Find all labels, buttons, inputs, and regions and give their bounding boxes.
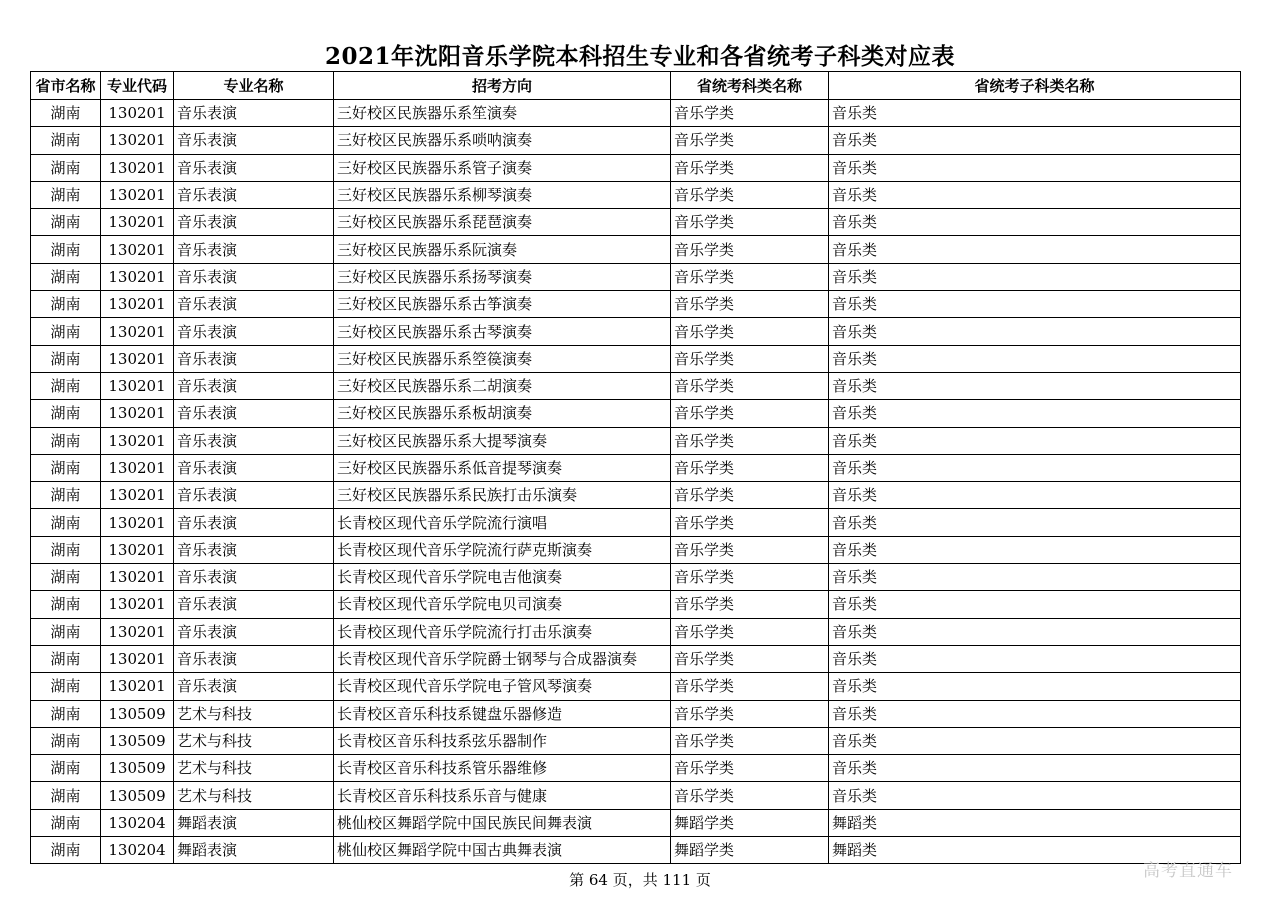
cell-major: 音乐表演 (174, 400, 334, 427)
table-row (31, 673, 1241, 700)
cell-major: 音乐表演 (174, 236, 334, 263)
cell-direction: 长青校区音乐科技系管乐器维修 (334, 755, 671, 782)
cell-category: 音乐学类 (671, 236, 829, 263)
cell-province: 湖南 (31, 564, 101, 591)
document-title: 2021年沈阳音乐学院本科招生专业和各省统考子科类对应表 (324, 43, 955, 70)
cell-major: 音乐表演 (174, 454, 334, 481)
cell-category: 音乐学类 (671, 400, 829, 427)
table-row (31, 591, 1241, 618)
cell-major: 音乐表演 (174, 291, 334, 318)
cell-code: 130201 (101, 618, 174, 645)
cell-category: 音乐学类 (671, 181, 829, 208)
cell-category: 舞蹈学类 (671, 837, 829, 864)
header-category: 省统考科类名称 (671, 72, 829, 100)
cell-direction: 三好校区民族器乐系民族打击乐演奏 (334, 482, 671, 509)
cell-code: 130201 (101, 345, 174, 372)
cell-category: 音乐学类 (671, 536, 829, 563)
cell-code: 130509 (101, 700, 174, 727)
table-row (31, 318, 1241, 345)
cell-direction: 三好校区民族器乐系管子演奏 (334, 154, 671, 181)
header-code: 专业代码 (101, 72, 174, 100)
cell-subcategory: 音乐类 (829, 482, 1241, 509)
table-row (31, 372, 1241, 399)
cell-direction: 三好校区民族器乐系琵琶演奏 (334, 209, 671, 236)
cell-province: 湖南 (31, 236, 101, 263)
cell-direction: 长青校区音乐科技系键盘乐器修造 (334, 700, 671, 727)
cell-subcategory: 音乐类 (829, 181, 1241, 208)
watermark: 高考直通车 (1143, 861, 1233, 881)
cell-province: 湖南 (31, 482, 101, 509)
table-row (31, 263, 1241, 290)
cell-major: 音乐表演 (174, 345, 334, 372)
cell-major: 艺术与科技 (174, 700, 334, 727)
cell-direction: 三好校区民族器乐系阮演奏 (334, 236, 671, 263)
cell-code: 130201 (101, 291, 174, 318)
cell-province: 湖南 (31, 181, 101, 208)
cell-subcategory: 音乐类 (829, 700, 1241, 727)
cell-category: 音乐学类 (671, 318, 829, 345)
cell-code: 130201 (101, 564, 174, 591)
cell-major: 舞蹈表演 (174, 837, 334, 864)
cell-direction: 三好校区民族器乐系二胡演奏 (334, 372, 671, 399)
cell-major: 音乐表演 (174, 100, 334, 127)
cell-major: 音乐表演 (174, 536, 334, 563)
table-row (31, 181, 1241, 208)
cell-direction: 三好校区民族器乐系低音提琴演奏 (334, 454, 671, 481)
cell-major: 音乐表演 (174, 673, 334, 700)
cell-province: 湖南 (31, 536, 101, 563)
cell-subcategory: 音乐类 (829, 209, 1241, 236)
cell-category: 音乐学类 (671, 100, 829, 127)
header-province: 省市名称 (31, 72, 101, 100)
cell-category: 音乐学类 (671, 291, 829, 318)
cell-province: 湖南 (31, 263, 101, 290)
table-row (31, 809, 1241, 836)
cell-major: 音乐表演 (174, 427, 334, 454)
cell-category: 音乐学类 (671, 372, 829, 399)
cell-subcategory: 音乐类 (829, 100, 1241, 127)
cell-direction: 三好校区民族器乐系笙演奏 (334, 100, 671, 127)
cell-major: 音乐表演 (174, 181, 334, 208)
cell-direction: 三好校区民族器乐系古筝演奏 (334, 291, 671, 318)
cell-province: 湖南 (31, 372, 101, 399)
cell-subcategory: 舞蹈类 (829, 837, 1241, 864)
cell-code: 130201 (101, 536, 174, 563)
table-row (31, 345, 1241, 372)
cell-major: 音乐表演 (174, 263, 334, 290)
cell-category: 音乐学类 (671, 427, 829, 454)
cell-code: 130201 (101, 181, 174, 208)
cell-province: 湖南 (31, 700, 101, 727)
table-row (31, 427, 1241, 454)
cell-province: 湖南 (31, 209, 101, 236)
cell-province: 湖南 (31, 618, 101, 645)
cell-code: 130204 (101, 837, 174, 864)
cell-subcategory: 音乐类 (829, 427, 1241, 454)
table-row (31, 454, 1241, 481)
cell-direction: 长青校区现代音乐学院电子管风琴演奏 (334, 673, 671, 700)
table-row (31, 154, 1241, 181)
cell-direction: 桃仙校区舞蹈学院中国民族民间舞表演 (334, 809, 671, 836)
cell-subcategory: 音乐类 (829, 263, 1241, 290)
cell-category: 音乐学类 (671, 700, 829, 727)
cell-subcategory: 音乐类 (829, 400, 1241, 427)
cell-major: 音乐表演 (174, 509, 334, 536)
cell-major: 艺术与科技 (174, 755, 334, 782)
cell-subcategory: 音乐类 (829, 645, 1241, 672)
cell-subcategory: 音乐类 (829, 755, 1241, 782)
cell-direction: 长青校区现代音乐学院电贝司演奏 (334, 591, 671, 618)
cell-direction: 三好校区民族器乐系唢呐演奏 (334, 127, 671, 154)
cell-province: 湖南 (31, 782, 101, 809)
cell-province: 湖南 (31, 427, 101, 454)
cell-major: 音乐表演 (174, 618, 334, 645)
table-row (31, 645, 1241, 672)
cell-subcategory: 音乐类 (829, 318, 1241, 345)
cell-province: 湖南 (31, 645, 101, 672)
cell-direction: 三好校区民族器乐系箜篌演奏 (334, 345, 671, 372)
cell-province: 湖南 (31, 291, 101, 318)
cell-major: 音乐表演 (174, 127, 334, 154)
cell-direction: 长青校区现代音乐学院电吉他演奏 (334, 564, 671, 591)
cell-category: 音乐学类 (671, 209, 829, 236)
cell-major: 音乐表演 (174, 372, 334, 399)
cell-category: 音乐学类 (671, 564, 829, 591)
table-row (31, 564, 1241, 591)
table-row (31, 482, 1241, 509)
cell-major: 艺术与科技 (174, 727, 334, 754)
cell-category: 音乐学类 (671, 618, 829, 645)
cell-code: 130201 (101, 209, 174, 236)
cell-province: 湖南 (31, 154, 101, 181)
header-direction: 招考方向 (334, 72, 671, 100)
cell-category: 音乐学类 (671, 727, 829, 754)
cell-category: 音乐学类 (671, 345, 829, 372)
cell-major: 音乐表演 (174, 318, 334, 345)
cell-subcategory: 音乐类 (829, 673, 1241, 700)
cell-category: 音乐学类 (671, 127, 829, 154)
cell-province: 湖南 (31, 727, 101, 754)
cell-category: 音乐学类 (671, 782, 829, 809)
table-row (31, 236, 1241, 263)
cell-code: 130509 (101, 727, 174, 754)
table-row (31, 100, 1241, 127)
cell-category: 音乐学类 (671, 509, 829, 536)
cell-code: 130201 (101, 372, 174, 399)
cell-province: 湖南 (31, 673, 101, 700)
table-row (31, 727, 1241, 754)
cell-province: 湖南 (31, 755, 101, 782)
cell-direction: 长青校区现代音乐学院流行演唱 (334, 509, 671, 536)
table-row (31, 127, 1241, 154)
cell-province: 湖南 (31, 809, 101, 836)
cell-category: 音乐学类 (671, 673, 829, 700)
cell-subcategory: 音乐类 (829, 564, 1241, 591)
cell-major: 艺术与科技 (174, 782, 334, 809)
cell-subcategory: 舞蹈类 (829, 809, 1241, 836)
cell-direction: 三好校区民族器乐系古琴演奏 (334, 318, 671, 345)
cell-subcategory: 音乐类 (829, 727, 1241, 754)
cell-code: 130201 (101, 645, 174, 672)
table-row (31, 837, 1241, 864)
table-header-row (31, 72, 1241, 100)
cell-subcategory: 音乐类 (829, 782, 1241, 809)
cell-code: 130204 (101, 809, 174, 836)
cell-subcategory: 音乐类 (829, 345, 1241, 372)
cell-subcategory: 音乐类 (829, 591, 1241, 618)
cell-province: 湖南 (31, 100, 101, 127)
cell-province: 湖南 (31, 509, 101, 536)
cell-direction: 长青校区现代音乐学院爵士钢琴与合成器演奏 (334, 645, 671, 672)
cell-major: 音乐表演 (174, 564, 334, 591)
cell-code: 130201 (101, 482, 174, 509)
cell-direction: 长青校区现代音乐学院流行萨克斯演奏 (334, 536, 671, 563)
cell-major: 音乐表演 (174, 645, 334, 672)
admissions-table (30, 71, 1241, 864)
cell-code: 130201 (101, 263, 174, 290)
cell-category: 音乐学类 (671, 154, 829, 181)
cell-code: 130201 (101, 427, 174, 454)
cell-category: 舞蹈学类 (671, 809, 829, 836)
cell-category: 音乐学类 (671, 755, 829, 782)
cell-province: 湖南 (31, 345, 101, 372)
cell-direction: 桃仙校区舞蹈学院中国古典舞表演 (334, 837, 671, 864)
cell-province: 湖南 (31, 591, 101, 618)
cell-code: 130201 (101, 236, 174, 263)
cell-direction: 三好校区民族器乐系扬琴演奏 (334, 263, 671, 290)
table-row (31, 400, 1241, 427)
table-row (31, 755, 1241, 782)
cell-province: 湖南 (31, 127, 101, 154)
cell-code: 130509 (101, 755, 174, 782)
cell-direction: 长青校区现代音乐学院流行打击乐演奏 (334, 618, 671, 645)
cell-category: 音乐学类 (671, 454, 829, 481)
cell-category: 音乐学类 (671, 591, 829, 618)
cell-direction: 三好校区民族器乐系板胡演奏 (334, 400, 671, 427)
cell-major: 音乐表演 (174, 154, 334, 181)
cell-direction: 三好校区民族器乐系柳琴演奏 (334, 181, 671, 208)
cell-code: 130201 (101, 673, 174, 700)
cell-subcategory: 音乐类 (829, 291, 1241, 318)
header-subcategory: 省统考子科类名称 (829, 72, 1241, 100)
cell-subcategory: 音乐类 (829, 536, 1241, 563)
cell-code: 130201 (101, 154, 174, 181)
cell-subcategory: 音乐类 (829, 127, 1241, 154)
cell-province: 湖南 (31, 400, 101, 427)
cell-code: 130201 (101, 100, 174, 127)
table-row (31, 209, 1241, 236)
cell-province: 湖南 (31, 454, 101, 481)
cell-code: 130201 (101, 318, 174, 345)
cell-direction: 长青校区音乐科技系乐音与健康 (334, 782, 671, 809)
cell-major: 舞蹈表演 (174, 809, 334, 836)
header-major: 专业名称 (174, 72, 334, 100)
cell-subcategory: 音乐类 (829, 154, 1241, 181)
cell-subcategory: 音乐类 (829, 372, 1241, 399)
cell-subcategory: 音乐类 (829, 509, 1241, 536)
cell-subcategory: 音乐类 (829, 236, 1241, 263)
table-row (31, 509, 1241, 536)
cell-major: 音乐表演 (174, 209, 334, 236)
cell-direction: 长青校区音乐科技系弦乐器制作 (334, 727, 671, 754)
cell-code: 130201 (101, 591, 174, 618)
cell-subcategory: 音乐类 (829, 454, 1241, 481)
table-row (31, 536, 1241, 563)
table-row (31, 700, 1241, 727)
cell-category: 音乐学类 (671, 263, 829, 290)
cell-subcategory: 音乐类 (829, 618, 1241, 645)
table-body (31, 100, 1241, 864)
cell-major: 音乐表演 (174, 482, 334, 509)
table-row (31, 291, 1241, 318)
cell-category: 音乐学类 (671, 482, 829, 509)
cell-major: 音乐表演 (174, 591, 334, 618)
cell-code: 130201 (101, 454, 174, 481)
cell-code: 130509 (101, 782, 174, 809)
cell-code: 130201 (101, 400, 174, 427)
page-footer: 第 64 页，共 111 页 (569, 871, 711, 889)
table-row (31, 782, 1241, 809)
cell-code: 130201 (101, 127, 174, 154)
cell-province: 湖南 (31, 318, 101, 345)
cell-direction: 三好校区民族器乐系大提琴演奏 (334, 427, 671, 454)
cell-code: 130201 (101, 509, 174, 536)
cell-category: 音乐学类 (671, 645, 829, 672)
table-row (31, 618, 1241, 645)
cell-province: 湖南 (31, 837, 101, 864)
